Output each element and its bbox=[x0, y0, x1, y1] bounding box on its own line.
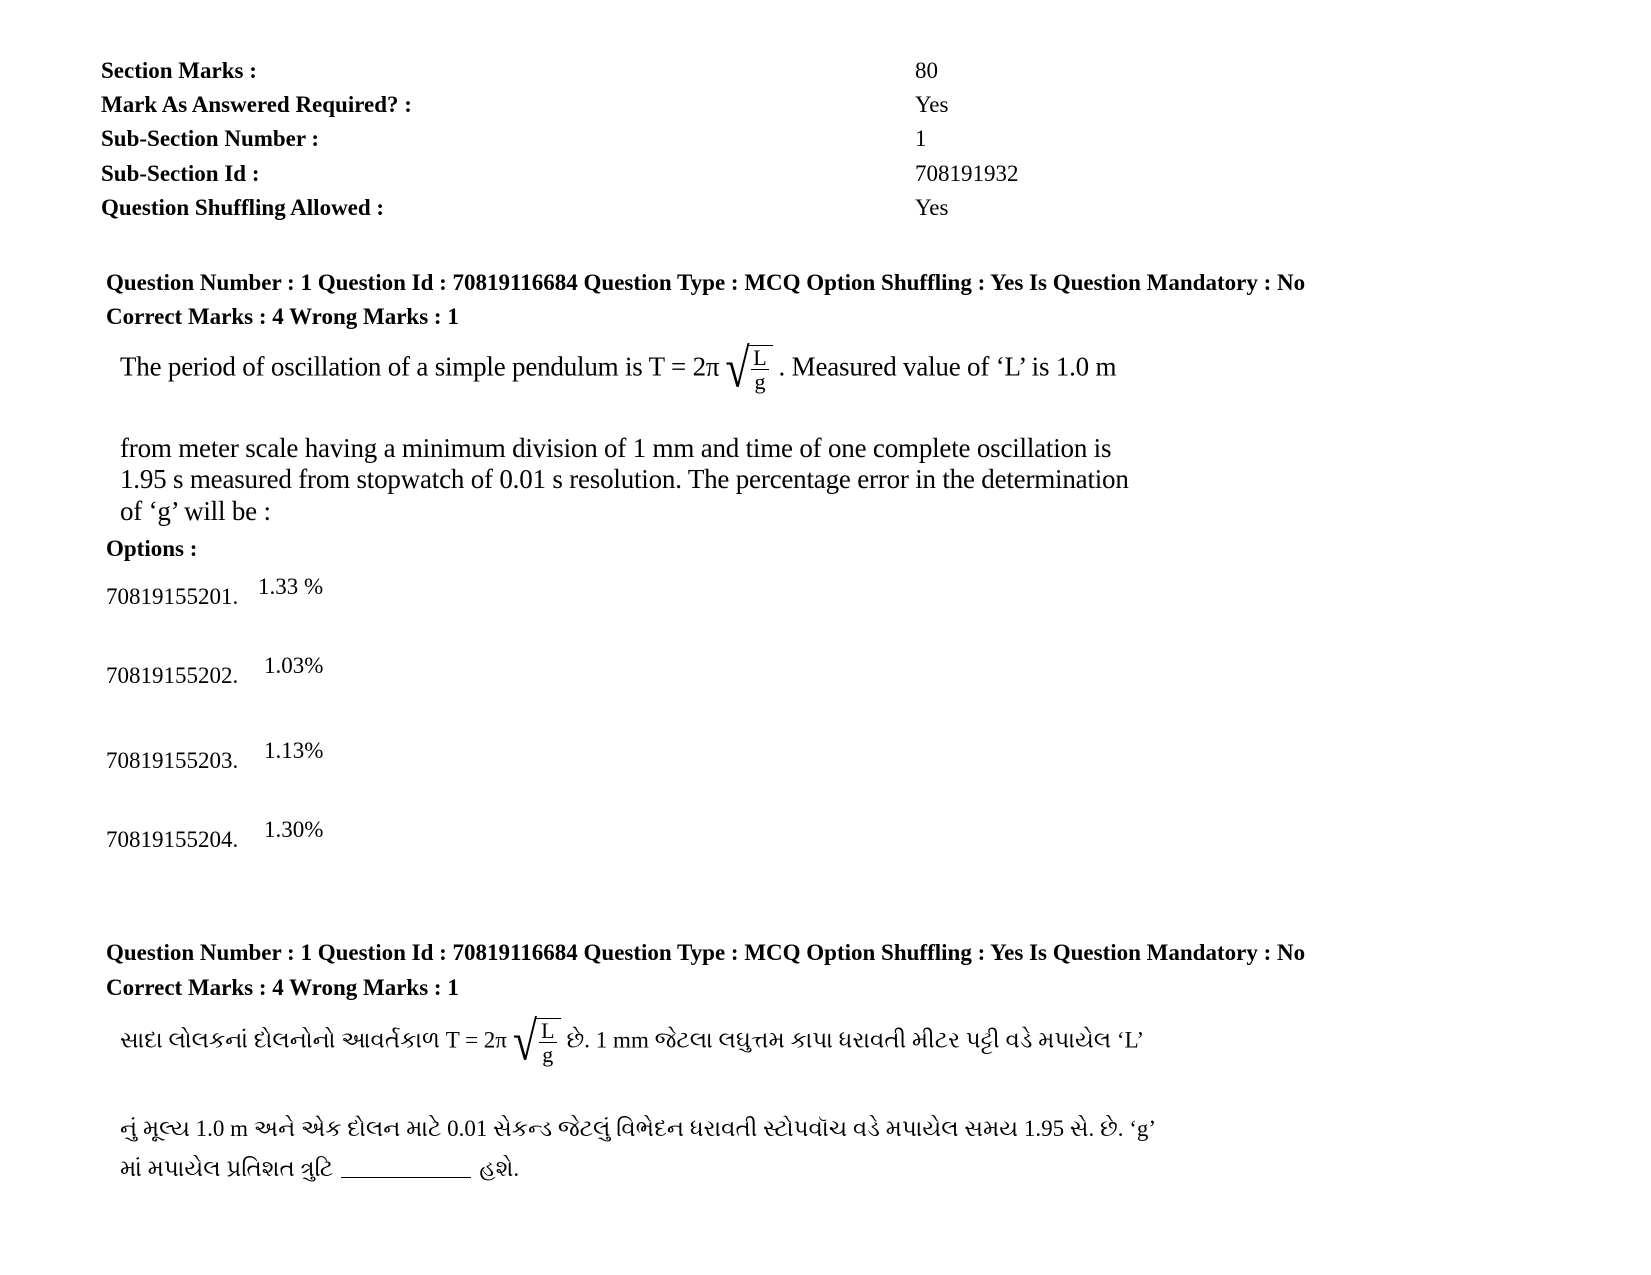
option-id: 70819155202. bbox=[106, 663, 239, 688]
question-text-line-1 bbox=[120, 1010, 1145, 1073]
sub-section-id-label: Sub-Section Id : bbox=[101, 161, 260, 186]
question-shuffling-label: Question Shuffling Allowed : bbox=[101, 195, 385, 220]
option-id: 70819155204. bbox=[106, 827, 239, 852]
question-text-line-3 bbox=[120, 1156, 519, 1182]
option-value: 1.30% bbox=[264, 817, 324, 842]
formula-denominator: g bbox=[542, 1042, 554, 1068]
sqrt-formula bbox=[512, 1010, 561, 1073]
answer-blank bbox=[341, 1177, 471, 1178]
options-label: Options : bbox=[106, 536, 198, 561]
question-text-line-2: નું મૂલ્ય 1.0 m અને એક દોલન માટે 0.01 સેકન્ડ જેટલું વિભેદન ધરાવતી સ્ટોપવૉચ વડે મપાયેલ સમય 1.95 સે. છે. ‘g’ bbox=[120, 1116, 1157, 1141]
question-text-line-2: from meter scale having a minimum division of 1 mm and time of one complete oscillation is bbox=[120, 433, 1112, 463]
option-id: 70819155203. bbox=[106, 748, 239, 773]
formula-denominator: g bbox=[754, 369, 766, 395]
question-text: માં મપાયેલ પ્રતિશત ત્રુટિ bbox=[120, 1156, 334, 1181]
section-marks-value: 80 bbox=[915, 58, 938, 83]
formula-numerator: L bbox=[541, 1018, 555, 1043]
radical-icon: √ bbox=[512, 1010, 538, 1073]
question-text: છે. 1 mm જેટલા લઘુત્તમ કાપા ધરાવતી મીટર પટ્ટી વડે મપાયેલ ‘L’ bbox=[566, 1027, 1145, 1053]
question-shuffling-value: Yes bbox=[915, 195, 949, 220]
radical-icon: √ bbox=[725, 337, 750, 400]
question-text-line-1 bbox=[120, 337, 1117, 400]
question-text: હશે. bbox=[479, 1156, 520, 1181]
mark-as-answered-value: Yes bbox=[915, 92, 949, 117]
question-header: Question Number : 1 Question Id : 70819116684 Question Type : MCQ Option Shuffling : Yes Is Question Mandatory : No bbox=[106, 940, 1306, 965]
question-marks: Correct Marks : 4 Wrong Marks : 1 bbox=[106, 304, 459, 329]
option-id: 70819155201. bbox=[106, 584, 239, 609]
option-value: 1.13% bbox=[264, 738, 324, 763]
sub-section-number-value: 1 bbox=[915, 126, 927, 151]
question-marks: Correct Marks : 4 Wrong Marks : 1 bbox=[106, 975, 459, 1000]
formula-numerator: L bbox=[753, 345, 767, 370]
question-text-line-4: of ‘g’ will be : bbox=[120, 496, 271, 526]
sub-section-id-value: 708191932 bbox=[915, 161, 1019, 186]
sub-section-number-label: Sub-Section Number : bbox=[101, 126, 320, 151]
question-text: . Measured value of ‘L’ is 1.0 m bbox=[778, 351, 1117, 382]
question-text: The period of oscillation of a simple pendulum is T = 2π bbox=[120, 351, 720, 382]
sqrt-formula bbox=[725, 337, 772, 400]
question-text: સાદા લોલકનાં દોલનોનો આવર્તકાળ T = 2π bbox=[120, 1027, 507, 1053]
option-value: 1.33 % bbox=[258, 574, 324, 599]
section-marks-label: Section Marks : bbox=[101, 58, 257, 83]
question-text-line-3: 1.95 s measured from stopwatch of 0.01 s resolution. The percentage error in the determination bbox=[120, 464, 1129, 494]
option-value: 1.03% bbox=[264, 653, 324, 678]
mark-as-answered-label: Mark As Answered Required? : bbox=[101, 92, 412, 117]
question-header: Question Number : 1 Question Id : 70819116684 Question Type : MCQ Option Shuffling : Yes Is Question Mandatory : No bbox=[106, 270, 1306, 295]
